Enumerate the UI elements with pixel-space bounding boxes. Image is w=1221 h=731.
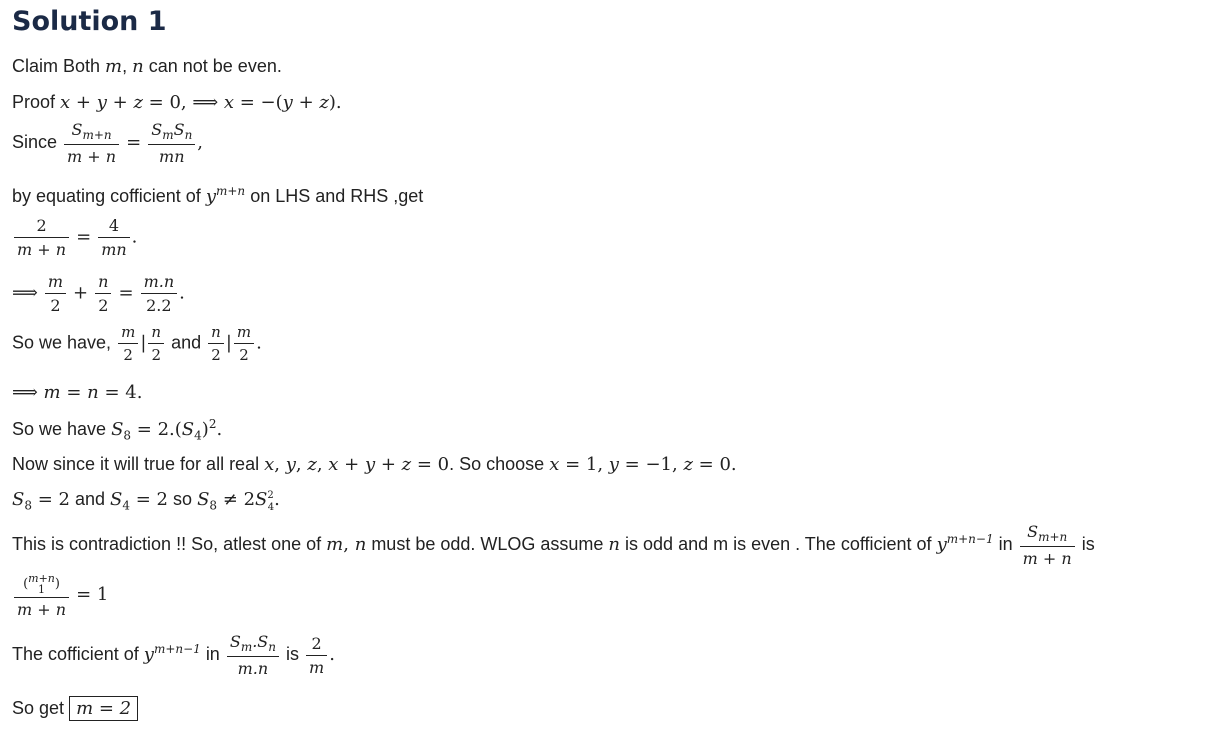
contradiction-text-3: is odd and m is even . The cofficient of [625, 533, 932, 554]
cofficient-label: The cofficient of [12, 643, 139, 664]
lhs-rhs-text: on LHS and RHS ,get [250, 186, 424, 206]
final-answer-box: m = 2 [69, 696, 138, 721]
proof-line [12, 92, 342, 113]
fraction-smn-over-mn: $\frac{S_{m+n}}{m + n}$ [64, 120, 119, 166]
s8-so-word: so [173, 489, 193, 509]
s8-and-word: and [74, 489, 106, 509]
divisibility-line: So we have, $\frac{m}{2}$ | $\frac{n}{2}$ and $\frac{n}{2}$ | $\frac{m}{2}$ . [12, 323, 262, 364]
is-word: is [286, 643, 299, 664]
so-get-line [12, 696, 138, 721]
claim-text: Claim Both m, n can not be even. [12, 56, 282, 77]
contradiction-text-1: This is contradiction !! So, atlest one of [12, 533, 322, 554]
cofficient-line: The cofficient of $y^{m+n-1}$ in $\frac{S_m.S_n}{m.n}$ is $\frac{2}{m}$ . [12, 632, 335, 679]
since-line: Since $\frac{S_{m+n}}{m + n}$ = $\frac{S_mS_n}{mn}$ , [12, 120, 204, 167]
since-label: Since [12, 131, 58, 152]
binomial-equation: (m+n 1 ) m + n = 1 [12, 572, 108, 619]
s8-relation-line: So we have $S_8 = 2.(S_4)^2$. [12, 417, 223, 443]
solution-title: Solution 1 [12, 6, 167, 37]
now-since-text: Now since it will true for all real [12, 454, 260, 474]
so-we-have-s8-label: So we have [12, 419, 107, 439]
equation-halves: ⟹ $\frac{m}{2}$ + $\frac{n}{2}$ = $\frac{m.n}{2.2}$ . [12, 272, 185, 315]
contradiction-line: This is contradiction !! So, atlest one of m, n must be odd. WLOG assume n is odd and m is even . The cofficient of $y^{m+n-1}$ in $\frac{S_{m+n}}{m + n}$ is [12, 522, 1095, 569]
equating-text: by equating cofficient of [12, 186, 201, 206]
proof-label: Proof [12, 92, 56, 112]
claim-line [12, 56, 282, 77]
m-equals-n-line: ⟹ m = n = 4. [12, 382, 143, 403]
s8-values-line: $S_8 = 2$ and $S_4 = 2$ so $S_8 \ne 2S^2_4$. [12, 489, 280, 513]
contradiction-text-5: is [1081, 533, 1095, 554]
contradiction-text-2: must be odd. WLOG assume [371, 533, 604, 554]
proof-equation: x + y + z = 0, ⟹ x = −(y + z). [60, 92, 342, 113]
so-we-have-label: So we have, [12, 332, 112, 353]
fraction-smsn-over-mn: $\frac{S_mS_n}{mn}$ [148, 120, 195, 166]
and-word: and [171, 332, 202, 353]
equation-2-over-mn: $\frac{2}{m + n}$ = $\frac{4}{mn}$ . [12, 216, 137, 259]
so-choose-text: . So choose [449, 454, 545, 474]
now-since-line: Now since it will true for all real x, y, z, x + y + z = 0. So choose x = 1, y = −1, z = 0. [12, 454, 737, 475]
equating-line: by equating cofficient of $y^{m+n}$ on LHS and RHS ,get [12, 184, 424, 207]
in-word: in [205, 643, 220, 664]
contradiction-text-4: in [998, 533, 1013, 554]
so-get-label: So get [12, 698, 65, 718]
